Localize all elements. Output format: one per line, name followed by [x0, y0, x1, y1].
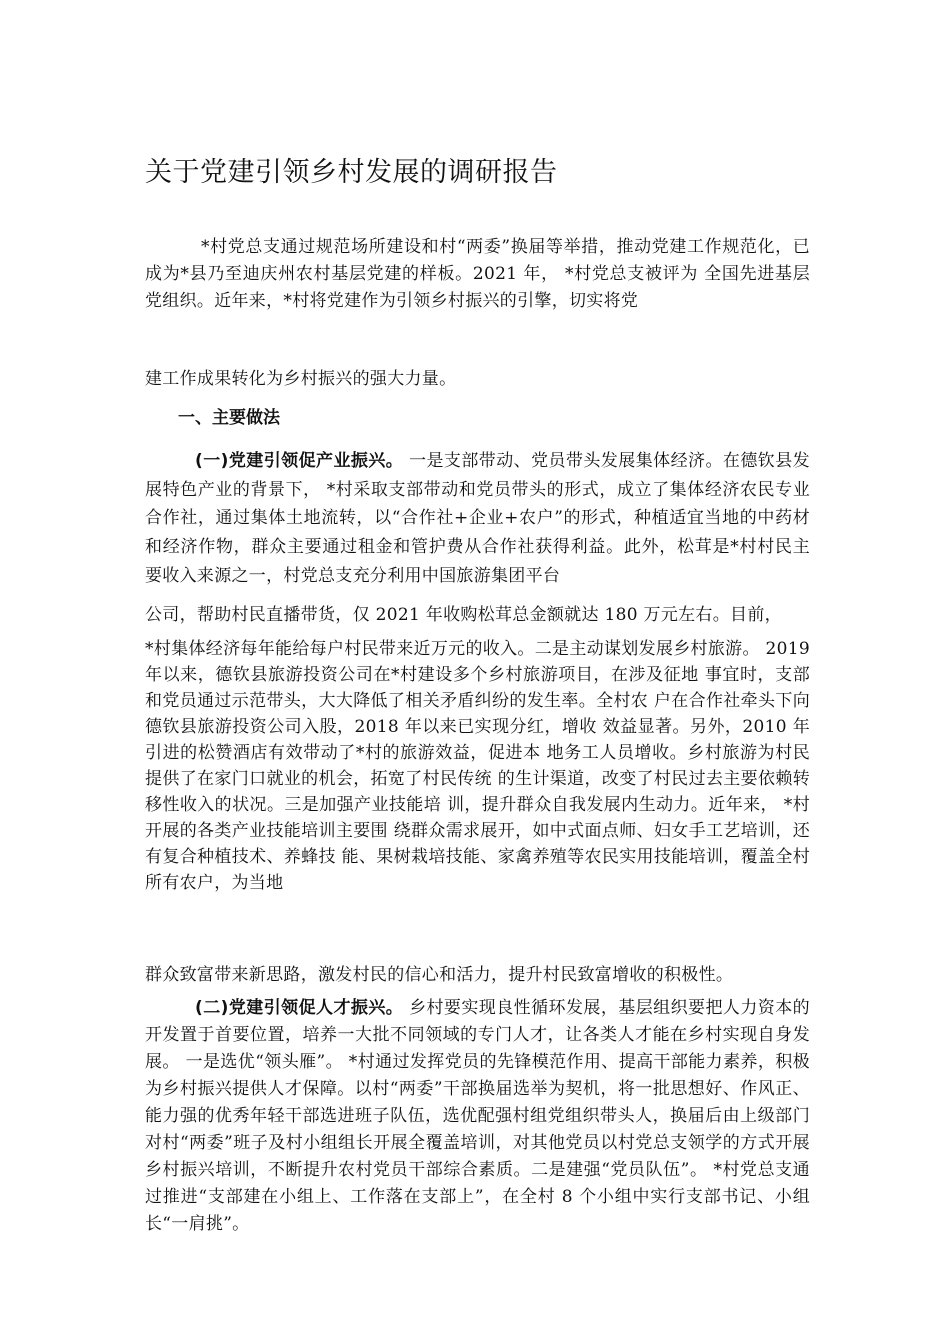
document-title: 关于党建引领乡村发展的调研报告	[145, 157, 558, 188]
talent-paragraph	[145, 995, 810, 1238]
talent-subheading: (二)党建引领促人才振兴。	[195, 998, 404, 1018]
industry-paragraph-line: 公司，帮助村民直播带货，仅 2021 年收购松茸总金额就达 180 万元左右。目前，	[145, 605, 782, 625]
talent-text: 乡村要实现良性循环发展，基层组织要把人力资本的开发置于首要位置，培养一大批不同领域的专门人才，让各类人才能在乡村实现自身发展。 一是选优“领头雁”。 *村通过发挥党员的先锋模范作用、提高干部能力素养，积极为乡村振兴提供人才保障。以村“两委”干部换届选举为契机，将一批思想好、作风正、能力强的优秀年轻干部选进班子队伍，选优配强村组党组织带头人，换届后由上级部门对村“两委”班子及村小组组长开展全覆盖培训，对其他党员以村党总支领学的方式开展乡村振兴培训，不断提升农村党员干部综合素质。二是建强“党员队伍”。 *村党总支通过推进“支部建在小组上、工作落在支部上”，在全村 8 个小组中实行支部书记、小组长“一肩挑”。	[145, 998, 810, 1234]
section-heading-main-practices: 一、主要做法	[178, 408, 280, 428]
industry-paragraph-end: 群众致富带来新思路，激发村民的信心和活力，提升村民致富增收的积极性。	[145, 965, 734, 985]
industry-paragraph-continued: *村集体经济每年能给每户村民带来近万元的收入。二是主动谋划发展乡村旅游。 2019 年以来，德钦县旅游投资公司在*村建设多个乡村旅游项目，在涉及征地 事宜时，支部和党员通过示范带头，大大降低了相关矛盾纠纷的发生率。全村农 户在合作社牵头下向德钦县旅游投资公司入股，2018 年以来已实现分红，增收 效益显著。另外，2010 年引进的松赞酒店有效带动了*村的旅游效益，促进本 地务工人员增收。乡村旅游为村民提供了在家门口就业的机会，拓宽了村民传统 的生计渠道，改变了村民过去主要依赖转移性收入的状况。三是加强产业技能培 训，提升群众自我发展内生动力。近年来， *村开展的各类产业技能培训主要围 绕群众需求展开，如中式面点师、妇女手工艺培训，还有复合种植技术、养蜂技 能、果树栽培技能、家禽养殖等农民实用技能培训，覆盖全村所有农户，为当地	[145, 639, 810, 893]
industry-text: 一是支部带动、党员带头发展集体经济。在德钦县发展特色产业的背景下， *村采取支部带动和党员带头的形式，成立了集体经济农民专业合作社，通过集体土地流转，以“合作社+企业+农户”的形式，种植适宜当地的中药材和经济作物，群众主要通过租金和管护费从合作社获得利益。此外，松茸是*村村民主要收入来源之一，村党总支充分利用中国旅游集团平台	[145, 451, 810, 586]
intro-paragraph: *村党总支通过规范场所建设和村“两委”换届等举措，推动党建工作规范化，已成为*县乃至迪庆州农村基层党建的样板。2021 年， *村党总支被评为 全国先进基层党组织。近年来，*村将党建作为引领乡村振兴的引擎，切实将党	[145, 237, 810, 311]
intro-paragraph-continued: 建工作成果转化为乡村振兴的强大力量。	[145, 369, 457, 389]
industry-paragraph	[145, 447, 810, 591]
industry-subheading: (一)党建引领促产业振兴。	[195, 451, 404, 471]
